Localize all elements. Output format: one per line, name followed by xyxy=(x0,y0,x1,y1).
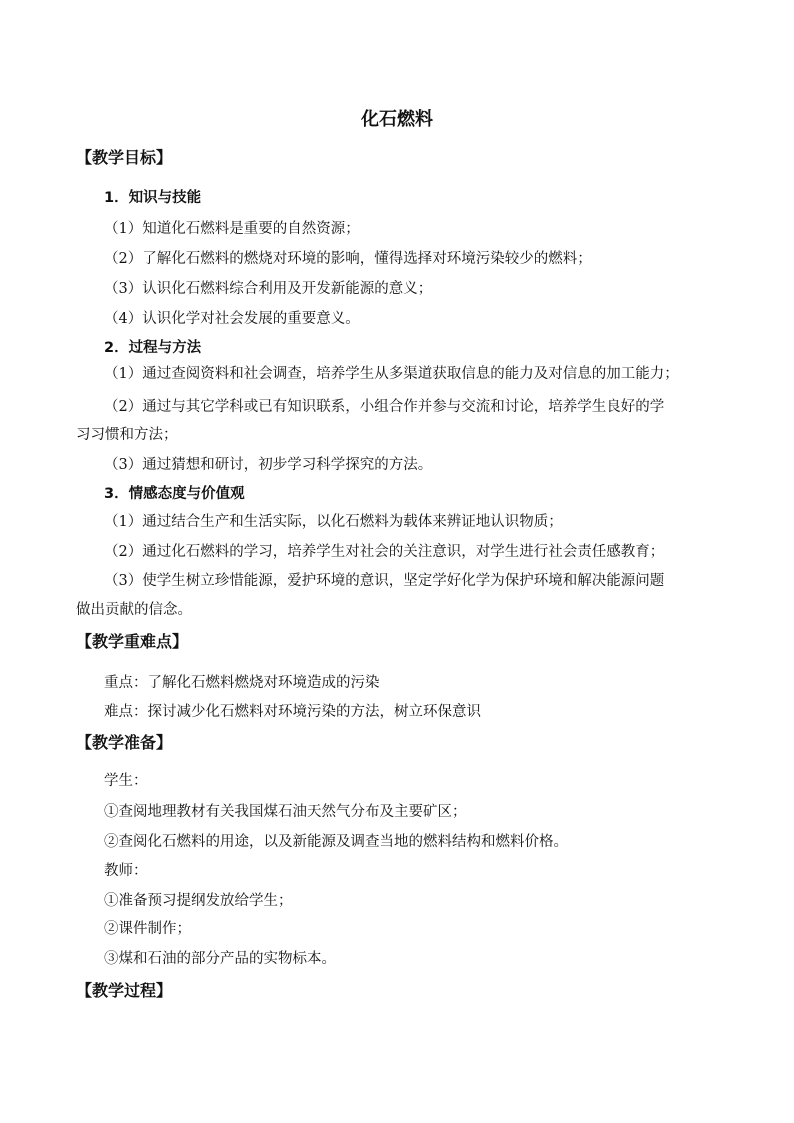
list-item-continuation: 做出贡献的信念。 xyxy=(76,602,192,618)
list-item: ③煤和石油的部分产品的实物标本。 xyxy=(104,951,336,967)
section-heading-process: 【教学过程】 xyxy=(76,981,173,1000)
list-item: （3）认识化石燃料综合利用及开发新能源的意义； xyxy=(104,281,433,297)
list-item: （2）了解化石燃料的燃烧对环境的影响，懂得选择对环境污染较少的燃料； xyxy=(104,251,592,267)
difficult-point: 难点：探讨减少化石燃料对环境污染的方法，树立环保意识 xyxy=(104,704,481,720)
subsection-title-knowledge: 1．知识与技能 xyxy=(104,190,202,206)
subsection-title-emotion: 3．情感态度与价值观 xyxy=(104,486,245,502)
list-item: （1）通过结合生产和生活实际，以化石燃料为载体来辨证地认识物质； xyxy=(104,514,563,530)
section-heading-goals: 【教学目标】 xyxy=(76,148,173,167)
list-item: （2）通过与其它学科或已有知识联系，小组合作并参与交流和讨论，培养学生良好的学 xyxy=(104,399,665,415)
section-heading-preparation: 【教学准备】 xyxy=(76,733,173,752)
list-item: （1）通过查阅资料和社会调查，培养学生从多渠道获取信息的能力及对信息的加工能力； xyxy=(104,366,679,382)
subsection-title-process: 2．过程与方法 xyxy=(104,340,202,356)
page-title: 化石燃料 xyxy=(361,109,433,130)
list-item: ②课件制作； xyxy=(104,921,191,937)
section-heading-keypoints: 【教学重难点】 xyxy=(76,632,189,651)
list-item: ①准备预习提纲发放给学生； xyxy=(104,893,293,909)
list-item: （3）使学生树立珍惜能源，爱护环境的意识，坚定学好化学为保护环境和解决能源问题 xyxy=(104,573,665,589)
key-point: 重点：了解化石燃料燃烧对环境造成的污染 xyxy=(104,675,380,691)
list-item: （3）通过猜想和研讨，初步学习科学探究的方法。 xyxy=(104,457,433,473)
list-item: ②查阅化石燃料的用途，以及新能源及调查当地的燃料结构和燃料价格。 xyxy=(104,834,568,850)
list-item: （2）通过化石燃料的学习，培养学生对社会的关注意识，对学生进行社会责任感教育； xyxy=(104,544,665,560)
list-item: （1）知道化石燃料是重要的自然资源； xyxy=(104,221,360,237)
list-item-continuation: 习习惯和方法； xyxy=(76,427,178,443)
list-item: ①查阅地理教材有关我国煤石油天然气分布及主要矿区； xyxy=(104,804,467,820)
preparation-label-teacher: 教师： xyxy=(104,863,148,879)
preparation-label-students: 学生： xyxy=(104,773,148,789)
list-item: （4）认识化学对社会发展的重要意义。 xyxy=(104,311,360,327)
